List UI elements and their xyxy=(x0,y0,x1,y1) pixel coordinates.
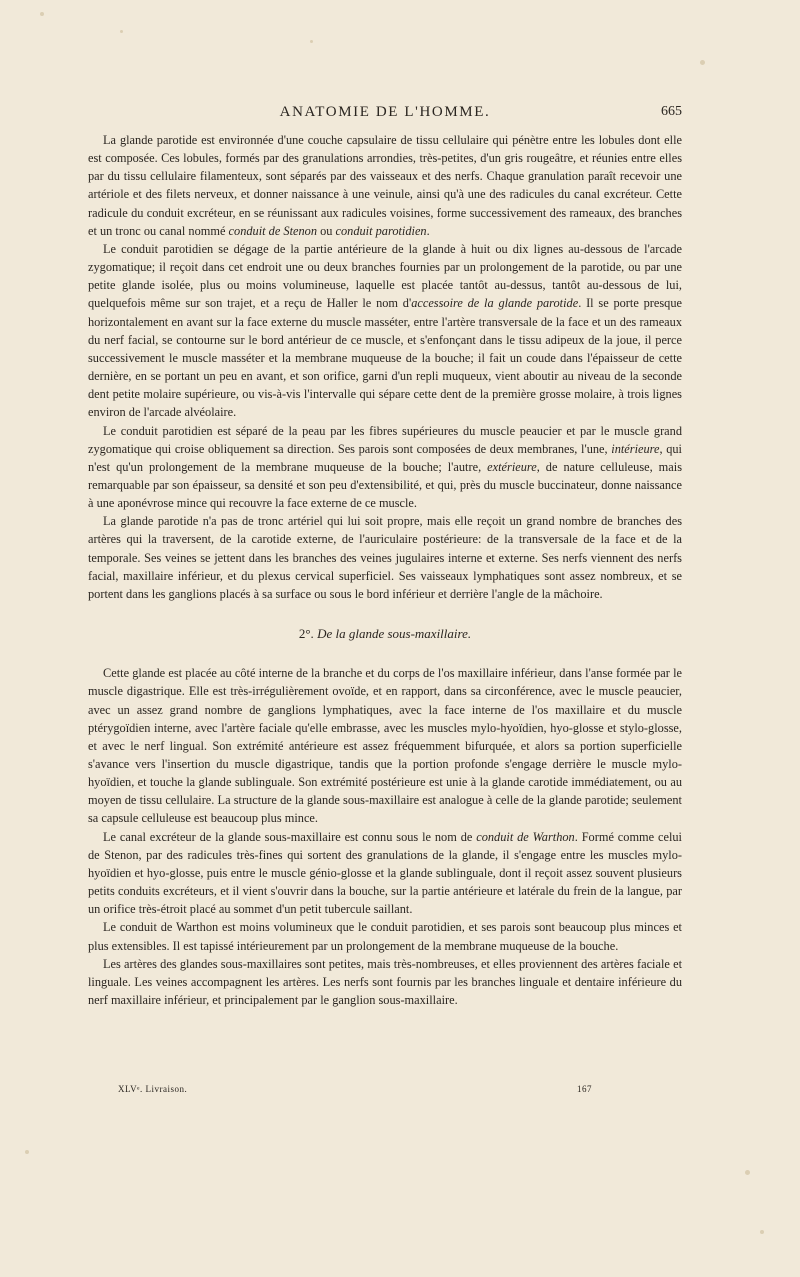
text-run: Le conduit parotidien est séparé de la peau par les fibres supérieures du muscle peaucier et par le muscle grand zygomatique qui croise obliquement sa direction. Ses parois sont composées de deux membranes, l'une, xyxy=(88,423,682,456)
italic-term: conduit de Warthon xyxy=(476,829,575,844)
running-title: ANATOMIE DE L'HOMME. xyxy=(279,104,491,120)
section-number: 2°. xyxy=(298,626,314,642)
text-run: . xyxy=(426,223,430,238)
section-heading xyxy=(88,603,682,664)
page-number: 665 xyxy=(661,104,682,119)
text-run: ou xyxy=(317,223,336,238)
text-run: . Formé comme celui de Stenon, par des radicules très-fines qui sortent des granulations de la glande, il s'engage entre les muscles mylo-hyoïdien et hyo-glosse, puis entre le muscle génio-glosse et la glande sublinguale, dont il reçoit assez souvent plusieurs petits conduits excréteurs, et il vient s'ouvrir dans la bouche, sur la partie antérieure et latérale du frein de la langue, par un orifice très-étroit placé au sommet d'un petit tubercule saillant. xyxy=(88,829,682,917)
text-run: , qui n'est qu'un prolongement de la membrane muqueuse de la bouche; l'autre, xyxy=(88,441,682,474)
foxing-spot xyxy=(25,1150,29,1154)
foxing-spot xyxy=(745,1170,750,1175)
paragraph-3 xyxy=(88,422,682,513)
body-text xyxy=(88,131,682,1009)
section-title: De la glande sous-maxillaire. xyxy=(317,626,472,642)
folio-number: 167 xyxy=(577,1084,592,1094)
running-header xyxy=(88,104,682,128)
paragraph-5: Cette glande est placée au côté interne de la branche et du corps de l'os maxillaire inférieur, dans l'anse formée par le muscle digastrique. Elle est très-irrégulièrement ovoïde, et en rapport, dans sa circonférence, avec le muscle peaucier, avec un assez grand nombre de ganglions lymphatiques, avec la face interne de l'os maxillaire et du muscle ptérygoïdien interne, avec l'artère faciale qu'elle embrasse, avec les muscles mylo-hyoïdien, hyo-glosse et stylo-glosse, et avec le nerf lingual. Son extrémité antérieure est assez fréquemment bifurquée, et alors sa portion superficielle s'avance vers l'insertion du muscle digastrique, tandis que la portion profonde s'engage derrière le muscle mylo-hyoïdien, et touche la glande sublinguale. Son extrémité postérieure est unie à la glande carotide immédiatement, ou au moyen de tissu cellulaire. La structure de la glande sous-maxillaire est analogue à celle de la glande parotide; seulement sa capsule celluleuse est beaucoup plus mince. xyxy=(88,666,682,826)
italic-term: intérieure xyxy=(611,441,660,456)
italic-term: accessoire de la glande parotide xyxy=(411,296,579,311)
paragraph-4: La glande parotide n'a pas de tronc artériel qui lui soit propre, mais elle reçoit un grand nombre de branches des artères qui la traversent, de la carotide externe, de l'auriculaire postérieure: de la transversale de la face et de la temporale. Ses veines se jettent dans les branches des veines jugulaires interne et externe. Ses nerfs viennent des nerfs facial, maxillaire inférieur, et du plexus cervical superficiel. Ses vaisseaux lymphatiques sont assez nombreux, et se portent dans les ganglions placés à sa surface ou sous le bord inférieur et derrière l'angle de la mâchoire. xyxy=(88,514,682,601)
paragraph-8: Les artères des glandes sous-maxillaires sont petites, mais très-nombreuses, et elles proviennent des artères faciale et linguale. Les veines accompagnent les artères. Les nerfs sont fournis par les branches linguale et dentaire inférieure du nerf maxillaire inférieur, et principalement par le ganglion sous-maxillaire. xyxy=(88,956,682,1008)
paragraph-1 xyxy=(88,131,682,240)
foxing-spot xyxy=(40,12,44,16)
paragraph-2 xyxy=(88,240,682,422)
text-run: La glande parotide est environnée d'une couche capsulaire de tissu cellulaire qui pénètre entre les lobules dont elle est composée. Ces lobules, formés par des granulations arrondies, très-petites, d'un gris rougeâtre, et réunies entre elles par du tissu cellulaire filamenteux, sont séparés par des vaisseaux et des nerfs. Chaque granulation paraît recevoir une artériole et des filets nerveux, et donner naissance à une veinule, ainsi qu'à une des radicules du canal excréteur. Cette radicule du conduit excréteur, en se réunissant aux radicules voisines, forme successivement des rameaux, des branches et un tronc ou canal nommé xyxy=(88,133,682,238)
paragraph-6 xyxy=(88,828,682,919)
paragraph-7: Le conduit de Warthon est moins volumineux que le conduit parotidien, et ses parois sont beaucoup plus minces et plus extensibles. Il est tapissé intérieurement par un prolongement de la membrane muqueuse de la bouche. xyxy=(88,920,682,953)
text-run: Le canal excréteur de la glande sous-maxillaire est connu sous le nom de xyxy=(103,829,477,844)
text-run: Le conduit parotidien se dégage de la partie antérieure de la glande à huit ou dix lignes au-dessous de l'arcade zygomatique; il reçoit dans cet endroit une ou deux branches fournies par un prolongement de la parotide, ou par une petite glande isolée, plus ou moins volumineuse, laquelle est placée tantôt au-dessus, tantôt au-dessous de lui, quelquefois même sur son trajet, et a reçu de Haller le nom d' xyxy=(88,241,682,311)
italic-term: conduit parotidien xyxy=(335,223,427,238)
foxing-spot xyxy=(760,1230,764,1234)
foxing-spot xyxy=(700,60,705,65)
italic-term: extérieure xyxy=(487,459,537,474)
text-run: . Il se porte presque horizontalement en avant sur la face externe du muscle masséter, entre l'artère transversale de la face et un des rameaux du nerf facial, se contourne sur le bord antérieur de ce muscle, et s'enfonçant dans le tissu adipeux de la joue, il perce successivement le muscle masséter et la membrane muqueuse de la bouche; il fait un coude dans l'épaisseur de cette dernière, en se portant un peu en avant, et son orifice, garni d'un repli muqueux, vient aboutir au niveau de la seconde dent petite molaire supérieure, ou vis-à-vis l'intervalle qui sépare cette dent de la première grosse molaire, à trois lignes environ de l'arcade alvéolaire. xyxy=(88,296,682,420)
foxing-spot xyxy=(310,40,313,43)
italic-term: conduit de Stenon xyxy=(228,223,317,238)
signature-mark: XLVᵉ. Livraison. xyxy=(118,1084,188,1094)
foxing-spot xyxy=(120,30,123,33)
text-run: , de nature celluleuse, mais remarquable par son épaisseur, sa densité et son peu d'extensibilité, et qui, près du muscle buccinateur, donne naissance à une aponévrose mince qui recouvre la face externe de ce muscle. xyxy=(88,459,682,511)
